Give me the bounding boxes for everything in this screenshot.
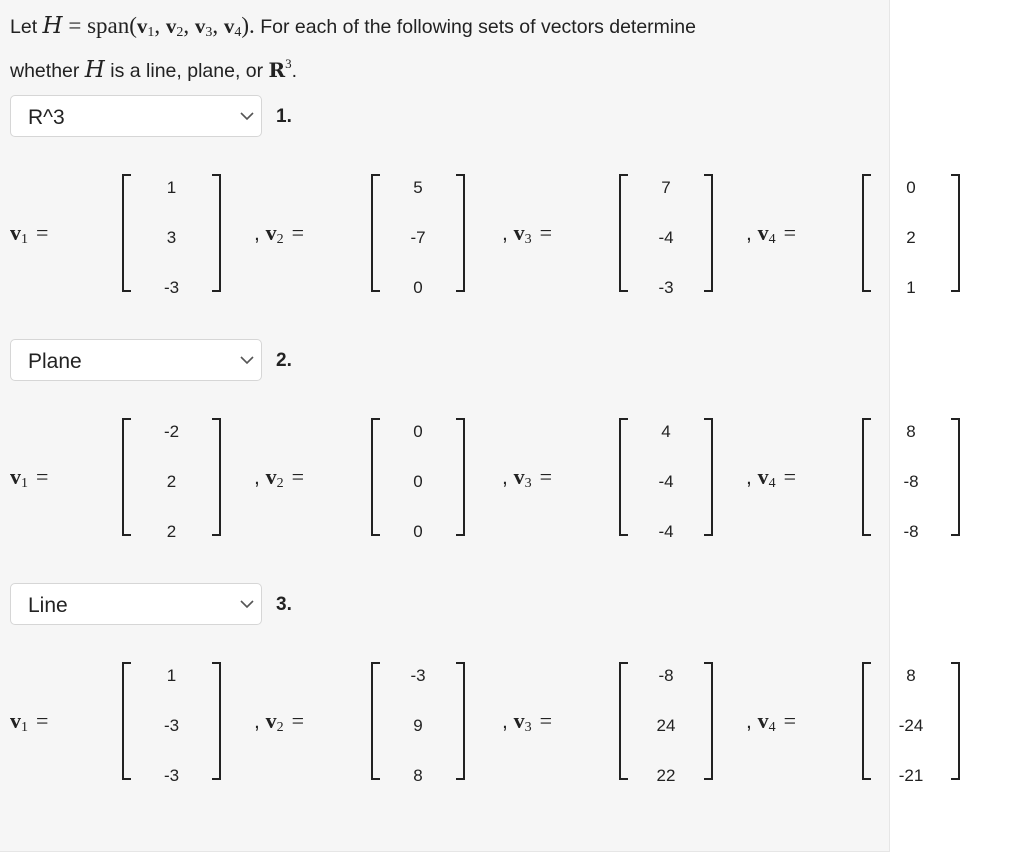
equals-sign: =	[539, 464, 553, 489]
equals-sign: =	[36, 220, 49, 245]
matrix-entry: -24	[898, 716, 924, 735]
matrix-entry: 0	[413, 472, 423, 491]
vector-symbol: v	[757, 464, 769, 489]
vector-label-v3	[502, 708, 552, 736]
vector-matrix-v3	[619, 662, 713, 785]
matrix-entry: -4	[658, 228, 674, 247]
matrix-entry: 0	[413, 522, 423, 541]
equals-sign: =	[36, 708, 49, 733]
matrix-entry: -3	[163, 716, 180, 735]
equals-sign: =	[539, 220, 553, 245]
matrix-entry: -8	[903, 522, 919, 541]
vector-symbol: v	[10, 708, 21, 733]
vector-matrix-v1	[122, 418, 221, 541]
matrix-entry: 5	[413, 178, 423, 197]
vector-symbol: v	[513, 464, 525, 489]
vector-matrix-v4	[862, 662, 960, 785]
equals-sign: =	[291, 464, 305, 489]
vector-comma: ,	[254, 222, 266, 245]
answer-select-value: Plane	[28, 350, 82, 373]
vector-subscript: 3	[524, 232, 532, 247]
math-v4: v	[223, 14, 235, 38]
vector-symbol: v	[513, 708, 525, 733]
vector-symbol: v	[10, 464, 21, 489]
matrix-entry: 2	[166, 472, 177, 491]
vector-label-v1	[10, 708, 48, 736]
matrix-entry: 9	[413, 716, 423, 735]
vector-subscript: 4	[768, 476, 776, 491]
vector-subscript: 1	[21, 476, 28, 491]
math-v4-sub: 4	[234, 25, 242, 40]
equals-sign: =	[291, 708, 305, 733]
question-part-3	[0, 583, 924, 821]
math-v1: v	[136, 14, 148, 38]
vector-label-v2	[254, 464, 304, 492]
math-comma: ,	[154, 13, 166, 38]
intro-line-2	[10, 48, 870, 87]
equals-sign: =	[783, 464, 797, 489]
answer-select-2[interactable]	[10, 339, 262, 381]
equals-sign: =	[783, 708, 797, 733]
math-v2-sub: 2	[176, 25, 184, 40]
vector-subscript: 3	[524, 476, 532, 491]
vector-label-v3	[502, 464, 552, 492]
matrix-entry: -21	[898, 766, 924, 785]
vector-symbol: v	[265, 708, 277, 733]
vector-label-v2	[254, 708, 304, 736]
vector-matrix-v1	[122, 174, 221, 297]
vector-symbol: v	[757, 708, 769, 733]
matrix-entry: -8	[903, 472, 919, 491]
matrix-entry: 2	[166, 522, 177, 541]
matrix-entry: 0	[413, 422, 423, 441]
vector-comma: ,	[746, 222, 758, 245]
vector-label-v4	[746, 708, 796, 736]
answer-select-3[interactable]	[10, 583, 262, 625]
vector-comma: ,	[502, 710, 514, 733]
intro-whether: whether	[10, 60, 85, 82]
matrix-entry: 1	[166, 666, 177, 685]
vector-label-v4	[746, 464, 796, 492]
matrix-entry: 0	[413, 278, 423, 297]
equals-sign: =	[291, 220, 305, 245]
math-H-2: H	[84, 57, 105, 83]
vector-comma: ,	[254, 710, 266, 733]
math-v1-sub: 1	[147, 25, 155, 40]
math-R-sup: 3	[285, 56, 292, 71]
matrix-entry: -3	[658, 278, 674, 297]
equals-sign: =	[539, 708, 553, 733]
answer-select-value: R^3	[28, 106, 65, 129]
vector-subscript: 4	[768, 720, 776, 735]
matrix-entry: -4	[658, 522, 674, 541]
question-part-1	[0, 95, 916, 333]
math-comma: ,	[212, 13, 224, 38]
vector-symbol: v	[265, 220, 277, 245]
vector-comma: ,	[746, 466, 758, 489]
vector-matrix-v2	[371, 418, 465, 541]
vector-comma: ,	[254, 466, 266, 489]
vector-label-v2	[254, 220, 304, 248]
matrix-entry: 2	[906, 228, 916, 247]
vector-label-v4	[746, 220, 796, 248]
vector-subscript: 2	[276, 476, 284, 491]
vector-comma: ,	[746, 710, 758, 733]
part-number: 3.	[276, 594, 292, 615]
matrix-entry: 7	[661, 178, 671, 197]
matrix-entry: -3	[163, 278, 180, 297]
vector-matrix-v2	[371, 662, 465, 785]
equals-sign: =	[783, 220, 797, 245]
math-R: R	[268, 58, 286, 82]
vector-matrix-v3	[619, 174, 713, 297]
vector-subscript: 1	[21, 232, 28, 247]
vector-matrix-v3	[619, 418, 713, 541]
matrix-entry: 24	[656, 716, 676, 735]
matrix-entry: -4	[658, 472, 674, 491]
vector-subscript: 2	[276, 232, 284, 247]
vector-subscript: 4	[768, 232, 776, 247]
intro-text-1: For each of the following sets of vectors determine	[254, 16, 696, 38]
vector-comma: ,	[502, 222, 514, 245]
question-intro	[10, 10, 870, 87]
answer-select-1[interactable]	[10, 95, 262, 137]
vector-symbol: v	[265, 464, 277, 489]
vector-matrix-v2	[371, 174, 465, 297]
matrix-entry: 4	[661, 422, 671, 441]
chevron-down-icon	[239, 599, 255, 609]
vector-symbol: v	[10, 220, 21, 245]
matrix-entry: 8	[413, 766, 423, 785]
part-number: 2.	[276, 350, 292, 371]
intro-text-2: is a line, plane, or	[104, 60, 269, 82]
vector-label-v3	[502, 220, 552, 248]
answer-select-value: Line	[28, 594, 68, 617]
part-number: 1.	[276, 106, 292, 127]
vector-subscript: 3	[524, 720, 532, 735]
vector-symbol: v	[513, 220, 525, 245]
matrix-entry: 22	[656, 766, 676, 785]
math-v3: v	[194, 14, 206, 38]
equals-sign: =	[36, 464, 49, 489]
math-H: H	[42, 13, 63, 39]
matrix-entry: -2	[163, 422, 180, 441]
intro-let: Let	[10, 16, 43, 38]
matrix-entry: 8	[906, 422, 916, 441]
vector-symbol: v	[757, 220, 769, 245]
matrix-entry: -3	[163, 766, 180, 785]
math-close: ).	[241, 13, 255, 38]
vector-matrix-v4	[862, 418, 960, 541]
math-v2: v	[165, 14, 177, 38]
math-span: = span(	[62, 13, 137, 38]
intro-line-1	[10, 10, 870, 48]
vector-label-v1	[10, 464, 48, 492]
chevron-down-icon	[239, 111, 255, 121]
matrix-entry: 1	[906, 278, 916, 297]
matrix-entry: -8	[658, 666, 674, 685]
matrix-entry: 0	[906, 178, 916, 197]
vector-comma: ,	[502, 466, 514, 489]
vector-subscript: 1	[21, 720, 28, 735]
matrix-entry: 8	[906, 666, 916, 685]
question-part-2	[0, 339, 919, 577]
intro-period: .	[291, 60, 298, 82]
math-v3-sub: 3	[205, 25, 213, 40]
vector-matrix-v1	[122, 662, 221, 785]
vector-matrix-v4	[862, 174, 960, 297]
math-comma: ,	[183, 13, 195, 38]
matrix-entry: -7	[410, 228, 426, 247]
matrix-entry: 1	[166, 178, 177, 197]
vector-label-v1	[10, 220, 48, 248]
matrix-entry: -3	[410, 666, 426, 685]
chevron-down-icon	[239, 355, 255, 365]
vector-subscript: 2	[276, 720, 284, 735]
matrix-entry: 3	[166, 228, 177, 247]
